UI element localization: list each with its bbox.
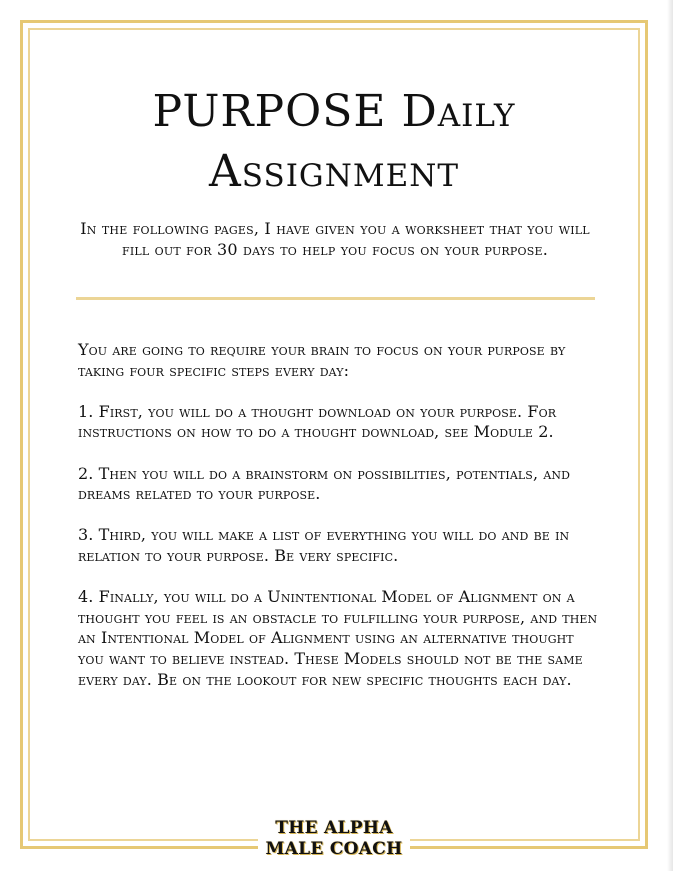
page-title xyxy=(28,82,640,202)
step-1: 1. First, you will do a thought download on your purpose. For instructions on how to do a thought download, see Module 2. xyxy=(78,401,557,442)
title-line-1: PURPOSE Daily xyxy=(152,86,516,137)
logo-line-1: THE ALPHA xyxy=(275,818,393,838)
step-3: 3. Third, you will make a list of everything you will do and be in relation to your purpose. Be very specific. xyxy=(78,525,570,565)
intro-text: In the following pages, I have given you a worksheet that you will fill out for 30 days to help you focus on your purpose. xyxy=(80,219,590,259)
step-2: 2. Then you will do a brainstorm on possibilities, potentials, and dreams related to your purpose. xyxy=(78,463,571,504)
logo-line-2: MALE COACH xyxy=(265,839,403,859)
instructions-lead: You are going to require your brain to focus on your purpose by taking four specific steps every day: xyxy=(78,340,566,380)
page-edge-shadow xyxy=(667,0,673,871)
title-line-2: Assignment xyxy=(208,146,459,197)
divider-rule xyxy=(76,297,595,300)
instructions-body xyxy=(78,340,598,711)
step-4: 4. Finally, you will do a Unintentional Model of Alignment on a thought you feel is an obstacle to fulfilling your purpose, and then an Intentional Model of Alignment using an alternative thought you want to believe instead. These Models should not be the same every day. Be on the lookout for new specific thoughts each day. xyxy=(78,587,598,689)
alpha-male-coach-logo xyxy=(258,812,410,868)
